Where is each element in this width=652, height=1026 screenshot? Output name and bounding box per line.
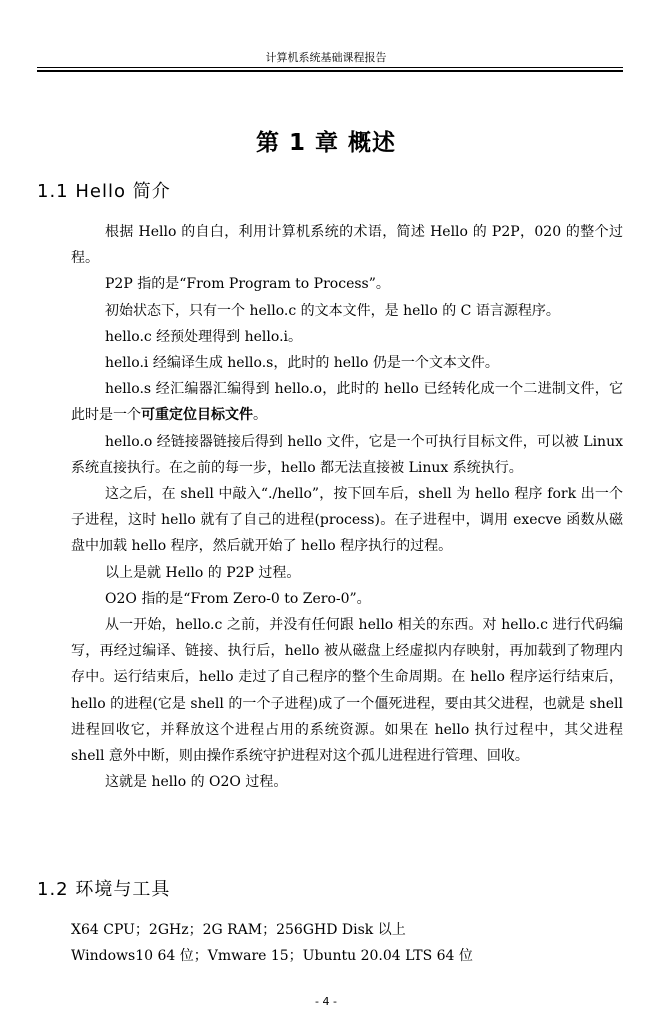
env-line: Windows10 64 位；Vmware 15；Ubuntu 20.04 LTS 64 位 [71, 948, 473, 965]
paragraph: 初始状态下，只有一个 hello.c 的文本文件，是 hello 的 C 语言源程序。 [105, 302, 560, 319]
paragraph: 以上是就 Hello 的 P2P 过程。 [105, 564, 301, 581]
paragraph: O2O 指的是“From Zero-0 to Zero-0”。 [105, 590, 371, 607]
paragraph-suffix: 。 [253, 407, 267, 424]
header-rule-thick [37, 70, 623, 72]
running-header: 计算机系统基础课程报告 [265, 51, 387, 64]
paragraph: 这之后，在 shell 中敲入“./hello”，按下回车后，shell 为 hello 程序 fork 出一个子进程，这时 hello 就有了自己的进程(process)。在子进程中，调用 execve 函数从磁盘中加载 hello 程序，然后就开始了 hello 程序执行的过程。 [71, 486, 623, 555]
paragraph: P2P 指的是“From Program to Process”。 [105, 276, 390, 293]
paragraph-text: hello.s 经汇编器汇编得到 hello.o，此时的 hello 已经转化成一个二进制文件，它此时是一个 [71, 381, 623, 424]
section-heading-hello-intro: 1.1 Hello 简介 [37, 181, 171, 202]
section-body-env-tools [71, 917, 623, 969]
paragraph: hello.i 经编译生成 hello.s，此时的 hello 仍是一个文本文件。 [105, 355, 499, 372]
paragraph: 从一开始，hello.c 之前，并没有任何跟 hello 相关的东西。对 hello.c 进行代码编写，再经过编译、链接、执行后，hello 被从磁盘上经虚拟内存映射，再加载到了物理内存中。运行结束后，hello 走过了自己程序的整个生命周期。在 hello 程序运行结束后，hello 的进程(它是 shell 的一个子进程)成了一个僵死进程，要由其父进程，也就是 shell 进程回收它，并释放这个进程占用的系统资源。如果在 hello 执行过程中，其父进程 shell 意外中断，则由操作系统守护进程对这个孤儿进程进行管理、回收。 [71, 617, 623, 765]
page-number: - 4 - [315, 995, 337, 1008]
paragraph: 根据 Hello 的自白，利用计算机系统的术语，简述 Hello 的 P2P，020 的整个过程。 [71, 224, 623, 267]
chapter-title: 第 1 章 概述 [255, 130, 397, 156]
env-line: X64 CPU；2GHz；2G RAM；256GHD Disk 以上 [71, 922, 406, 938]
section-heading-env-tools: 1.2 环境与工具 [37, 879, 171, 900]
section-body-hello-intro [71, 219, 623, 795]
paragraph-with-bold-term [71, 376, 623, 428]
paragraph: 这就是 hello 的 O2O 过程。 [105, 774, 288, 791]
bold-term: 可重定位目标文件 [141, 407, 253, 424]
paragraph: hello.c 经预处理得到 hello.i。 [105, 328, 302, 345]
header-rule-thin [37, 67, 623, 68]
paragraph: hello.o 经链接器链接后得到 hello 文件，它是一个可执行目标文件，可以被 Linux 系统直接执行。在之前的每一步，hello 都无法直接被 Linux 系统执行。 [71, 433, 623, 476]
